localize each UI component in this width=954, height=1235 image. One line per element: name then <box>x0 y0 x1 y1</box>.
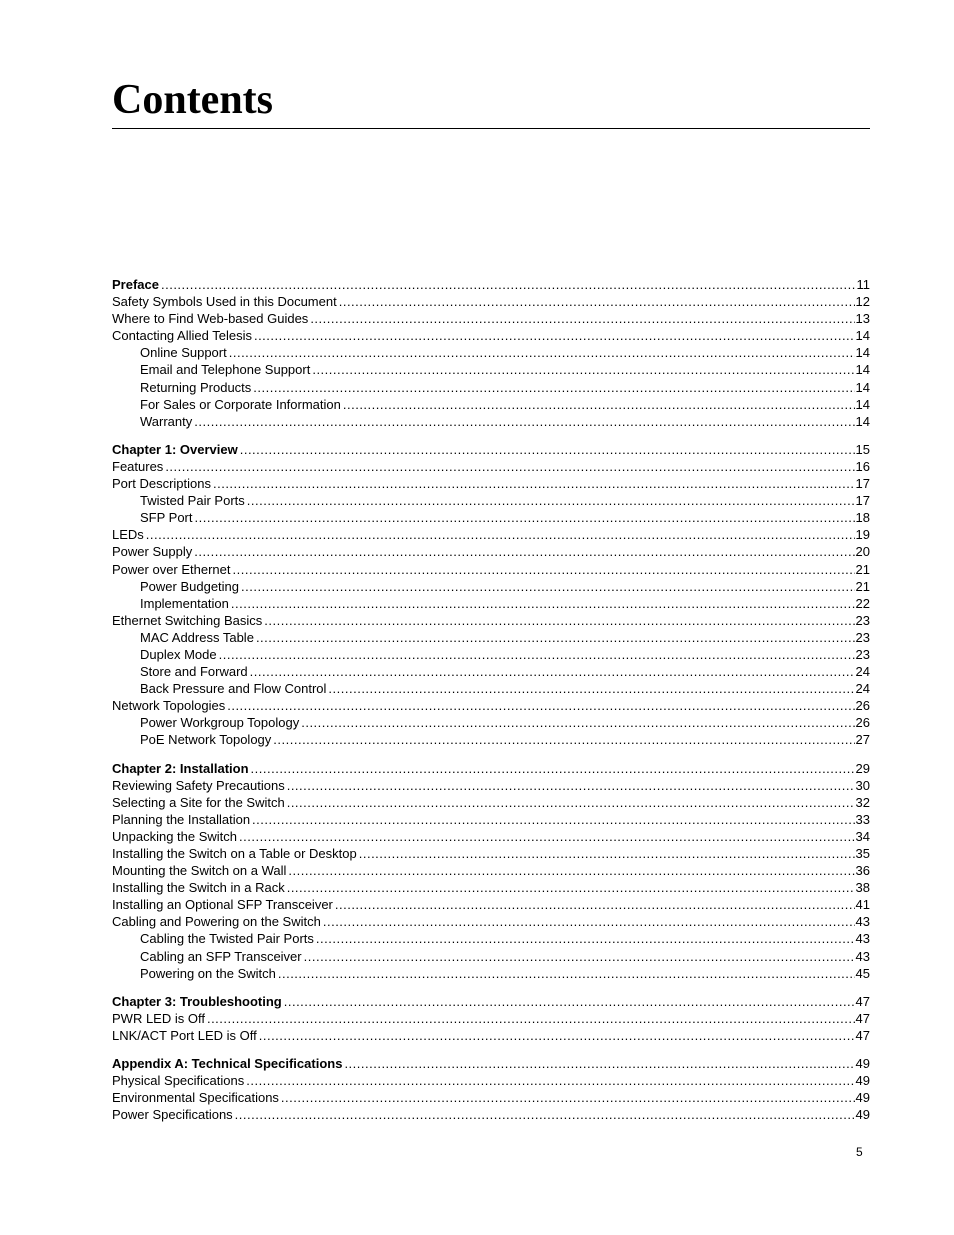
toc-subsection-entry <box>112 629 870 646</box>
toc-entry-page: 16 <box>855 458 870 474</box>
toc-dot-leader <box>287 794 855 811</box>
toc-subsection-entry <box>112 731 870 748</box>
toc-entry-label: Selecting a Site for the Switch <box>112 794 285 810</box>
toc-dot-leader <box>259 1027 855 1044</box>
toc-entry-label: LNK/ACT Port LED is Off <box>112 1027 257 1043</box>
toc-section-entry <box>112 896 870 913</box>
toc-dot-leader <box>256 629 855 646</box>
toc-dot-leader <box>194 413 854 430</box>
toc-entry-page: 14 <box>855 345 870 361</box>
toc-entry-label: MAC Address Table <box>140 629 254 645</box>
toc-subsection-entry <box>112 646 870 663</box>
title-rule <box>112 128 870 129</box>
toc-subsection-entry <box>112 379 870 396</box>
toc-entry-page: 12 <box>855 294 870 310</box>
toc-chapter-entry <box>112 1055 870 1072</box>
toc-dot-leader <box>339 293 855 310</box>
toc-entry-label: Safety Symbols Used in this Document <box>112 294 337 310</box>
toc-entry-page: 19 <box>855 527 870 543</box>
toc-entry-page: 49 <box>855 1107 870 1123</box>
toc-entry-page: 13 <box>855 311 870 327</box>
toc-dot-leader <box>359 845 855 862</box>
table-of-contents <box>112 276 870 1123</box>
toc-entry-page: 18 <box>855 510 870 526</box>
toc-entry-page: 29 <box>855 760 870 776</box>
toc-subsection-entry <box>112 396 870 413</box>
toc-entry-page: 32 <box>855 794 870 810</box>
toc-section-entry <box>112 475 870 492</box>
toc-chapter-entry <box>112 760 870 777</box>
toc-entry-page: 23 <box>855 629 870 645</box>
toc-entry-label: Twisted Pair Ports <box>140 493 245 509</box>
toc-entry-page: 49 <box>855 1090 870 1106</box>
toc-entry-page: 22 <box>855 595 870 611</box>
toc-entry-page: 49 <box>855 1056 870 1072</box>
toc-entry-label: Store and Forward <box>140 664 248 680</box>
toc-entry-label: Cabling an SFP Transceiver <box>140 948 302 964</box>
toc-entry-page: 47 <box>855 1010 870 1026</box>
toc-dot-leader <box>312 361 854 378</box>
toc-subsection-entry <box>112 492 870 509</box>
toc-dot-leader <box>235 1106 855 1123</box>
toc-entry-label: Preface <box>112 277 159 292</box>
toc-entry-label: LEDs <box>112 527 144 543</box>
toc-entry-page: 24 <box>855 664 870 680</box>
toc-entry-label: Power Specifications <box>112 1107 233 1123</box>
toc-subsection-entry <box>112 578 870 595</box>
toc-entry-page: 14 <box>855 379 870 395</box>
toc-section-entry <box>112 697 870 714</box>
toc-section-entry <box>112 526 870 543</box>
toc-entry-label: Duplex Mode <box>140 646 217 662</box>
page-title: Contents <box>112 77 274 123</box>
toc-subsection-entry <box>112 361 870 378</box>
toc-entry-label: Installing the Switch on a Table or Desktop <box>112 846 357 861</box>
toc-entry-label: Unpacking the Switch <box>112 828 238 844</box>
toc-entry-label: Chapter 3: Troubleshooting <box>112 993 282 1009</box>
page-number: 5 <box>856 1145 863 1159</box>
toc-dot-leader <box>284 993 855 1010</box>
toc-entry-label: Network Topologies <box>112 698 226 714</box>
toc-dot-leader <box>247 492 855 509</box>
toc-dot-leader <box>239 828 855 845</box>
toc-entry-page: 43 <box>855 931 870 947</box>
toc-entry-label: PWR LED is Off <box>112 1010 205 1026</box>
toc-dot-leader <box>195 509 855 526</box>
toc-entry-label: Chapter 2: Installation <box>112 760 249 776</box>
toc-dot-leader <box>287 879 855 896</box>
toc-entry-page: 21 <box>855 578 870 594</box>
toc-entry-label: Appendix A: Technical Specifications <box>112 1056 343 1072</box>
toc-section-entry <box>112 310 870 327</box>
toc-dot-leader <box>229 344 855 361</box>
toc-entry-label: Installing an Optional SFP Transceiver <box>112 897 333 913</box>
toc-entry-label: For Sales or Corporate Information <box>140 396 341 412</box>
toc-section-entry <box>112 1106 870 1123</box>
toc-dot-leader <box>328 680 854 697</box>
toc-entry-page: 26 <box>855 715 870 731</box>
toc-dot-leader <box>344 1055 854 1072</box>
toc-dot-leader <box>165 458 854 475</box>
toc-entry-page: 15 <box>855 441 870 457</box>
toc-section-entry <box>112 458 870 475</box>
toc-dot-leader <box>323 913 855 930</box>
toc-dot-leader <box>310 310 854 327</box>
toc-entry-label: Where to Find Web-based Guides <box>112 311 309 327</box>
toc-dot-leader <box>231 595 855 612</box>
toc-entry-label: Reviewing Safety Precautions <box>112 777 285 793</box>
toc-entry-page: 17 <box>855 493 870 509</box>
toc-subsection-entry <box>112 344 870 361</box>
toc-entry-label: Planning the Installation <box>112 811 251 827</box>
toc-dot-leader <box>227 697 854 714</box>
toc-section-entry <box>112 845 870 862</box>
toc-dot-leader <box>287 777 855 794</box>
toc-entry-label: Environmental Specifications <box>112 1090 279 1106</box>
toc-entry-page: 26 <box>855 698 870 714</box>
toc-dot-leader <box>250 663 855 680</box>
toc-entry-label: Features <box>112 458 164 474</box>
toc-section-entry <box>112 777 870 794</box>
toc-entry-page: 45 <box>855 965 870 981</box>
toc-entry-page: 14 <box>855 328 870 344</box>
toc-subsection-entry <box>112 413 870 430</box>
toc-dot-leader <box>252 811 854 828</box>
toc-chapter-entry <box>112 993 870 1010</box>
toc-entry-page: 43 <box>855 948 870 964</box>
toc-entry-page: 23 <box>855 612 870 628</box>
toc-entry-page: 14 <box>855 396 870 412</box>
toc-entry-label: Warranty <box>140 413 193 429</box>
toc-entry-page: 14 <box>855 362 870 378</box>
toc-section-entry <box>112 913 870 930</box>
toc-subsection-entry <box>112 509 870 526</box>
toc-entry-page: 33 <box>855 811 870 827</box>
toc-entry-page: 43 <box>855 914 870 930</box>
toc-section-entry <box>112 1089 870 1106</box>
toc-dot-leader <box>240 441 855 458</box>
toc-entry-page: 27 <box>855 732 870 748</box>
toc-section-entry <box>112 1010 870 1027</box>
toc-section-entry <box>112 794 870 811</box>
toc-dot-leader <box>273 731 854 748</box>
toc-dot-leader <box>233 561 855 578</box>
toc-entry-page: 17 <box>855 476 870 492</box>
toc-entry-page: 20 <box>855 544 870 560</box>
toc-entry-label: Power Supply <box>112 544 193 560</box>
toc-entry-page: 36 <box>855 863 870 879</box>
toc-section-entry <box>112 1072 870 1089</box>
toc-entry-page: 35 <box>855 846 870 861</box>
toc-entry-label: Physical Specifications <box>112 1073 245 1089</box>
toc-section-entry <box>112 561 870 578</box>
toc-entry-label: Port Descriptions <box>112 476 211 492</box>
toc-entry-label: Chapter 1: Overview <box>112 441 238 457</box>
toc-dot-leader <box>251 760 855 777</box>
toc-entry-label: Email and Telephone Support <box>140 362 311 378</box>
toc-section-entry <box>112 828 870 845</box>
toc-entry-label: Power Budgeting <box>140 578 240 594</box>
toc-entry-page: 47 <box>855 993 870 1009</box>
toc-subsection-entry <box>112 680 870 697</box>
toc-entry-label: Back Pressure and Flow Control <box>140 681 327 697</box>
toc-section-entry <box>112 327 870 344</box>
toc-subsection-entry <box>112 714 870 731</box>
toc-entry-label: Mounting the Switch on a Wall <box>112 863 287 879</box>
toc-entry-label: PoE Network Topology <box>140 732 272 748</box>
toc-section-entry <box>112 543 870 560</box>
toc-entry-label: Power Workgroup Topology <box>140 715 300 731</box>
toc-dot-leader <box>281 1089 855 1106</box>
toc-dot-leader <box>246 1072 854 1089</box>
toc-entry-label: Cabling the Twisted Pair Ports <box>140 931 314 947</box>
toc-subsection-entry <box>112 965 870 982</box>
toc-dot-leader <box>146 526 855 543</box>
toc-entry-label: SFP Port <box>140 510 193 526</box>
toc-entry-page: 11 <box>856 277 870 292</box>
toc-dot-leader <box>254 327 855 344</box>
toc-entry-page: 34 <box>855 828 870 844</box>
toc-dot-leader <box>161 276 856 293</box>
toc-dot-leader <box>288 862 854 879</box>
toc-entry-label: Powering on the Switch <box>140 965 276 981</box>
toc-entry-page: 24 <box>855 681 870 697</box>
toc-entry-label: Power over Ethernet <box>112 561 231 577</box>
toc-subsection-entry <box>112 663 870 680</box>
toc-entry-label: Ethernet Switching Basics <box>112 612 263 628</box>
toc-entry-label: Contacting Allied Telesis <box>112 328 252 344</box>
toc-dot-leader <box>335 896 855 913</box>
toc-section-entry <box>112 879 870 896</box>
toc-dot-leader <box>264 612 854 629</box>
toc-dot-leader <box>241 578 855 595</box>
toc-entry-page: 41 <box>855 897 870 913</box>
toc-dot-leader <box>253 379 854 396</box>
toc-section-entry <box>112 811 870 828</box>
toc-dot-leader <box>278 965 855 982</box>
toc-dot-leader <box>207 1010 855 1027</box>
toc-entry-page: 14 <box>855 413 870 429</box>
toc-dot-leader <box>213 475 855 492</box>
toc-subsection-entry <box>112 948 870 965</box>
toc-section-entry <box>112 862 870 879</box>
toc-entry-label: Installing the Switch in a Rack <box>112 880 285 896</box>
toc-dot-leader <box>194 543 854 560</box>
toc-entry-label: Cabling and Powering on the Switch <box>112 914 321 930</box>
toc-entry-page: 49 <box>855 1073 870 1089</box>
toc-dot-leader <box>301 714 854 731</box>
toc-chapter-entry <box>112 276 870 293</box>
toc-entry-label: Online Support <box>140 345 227 361</box>
toc-dot-leader <box>219 646 855 663</box>
toc-section-entry <box>112 612 870 629</box>
toc-dot-leader <box>316 930 855 947</box>
toc-entry-page: 30 <box>855 777 870 793</box>
toc-entry-label: Implementation <box>140 595 229 611</box>
toc-entry-label: Returning Products <box>140 379 252 395</box>
toc-subsection-entry <box>112 595 870 612</box>
toc-dot-leader <box>343 396 855 413</box>
toc-section-entry <box>112 293 870 310</box>
toc-section-entry <box>112 1027 870 1044</box>
toc-subsection-entry <box>112 930 870 947</box>
toc-entry-page: 47 <box>855 1027 870 1043</box>
toc-entry-page: 21 <box>855 561 870 577</box>
toc-chapter-entry <box>112 441 870 458</box>
toc-dot-leader <box>304 948 855 965</box>
toc-entry-page: 23 <box>855 646 870 662</box>
toc-entry-page: 38 <box>855 880 870 896</box>
